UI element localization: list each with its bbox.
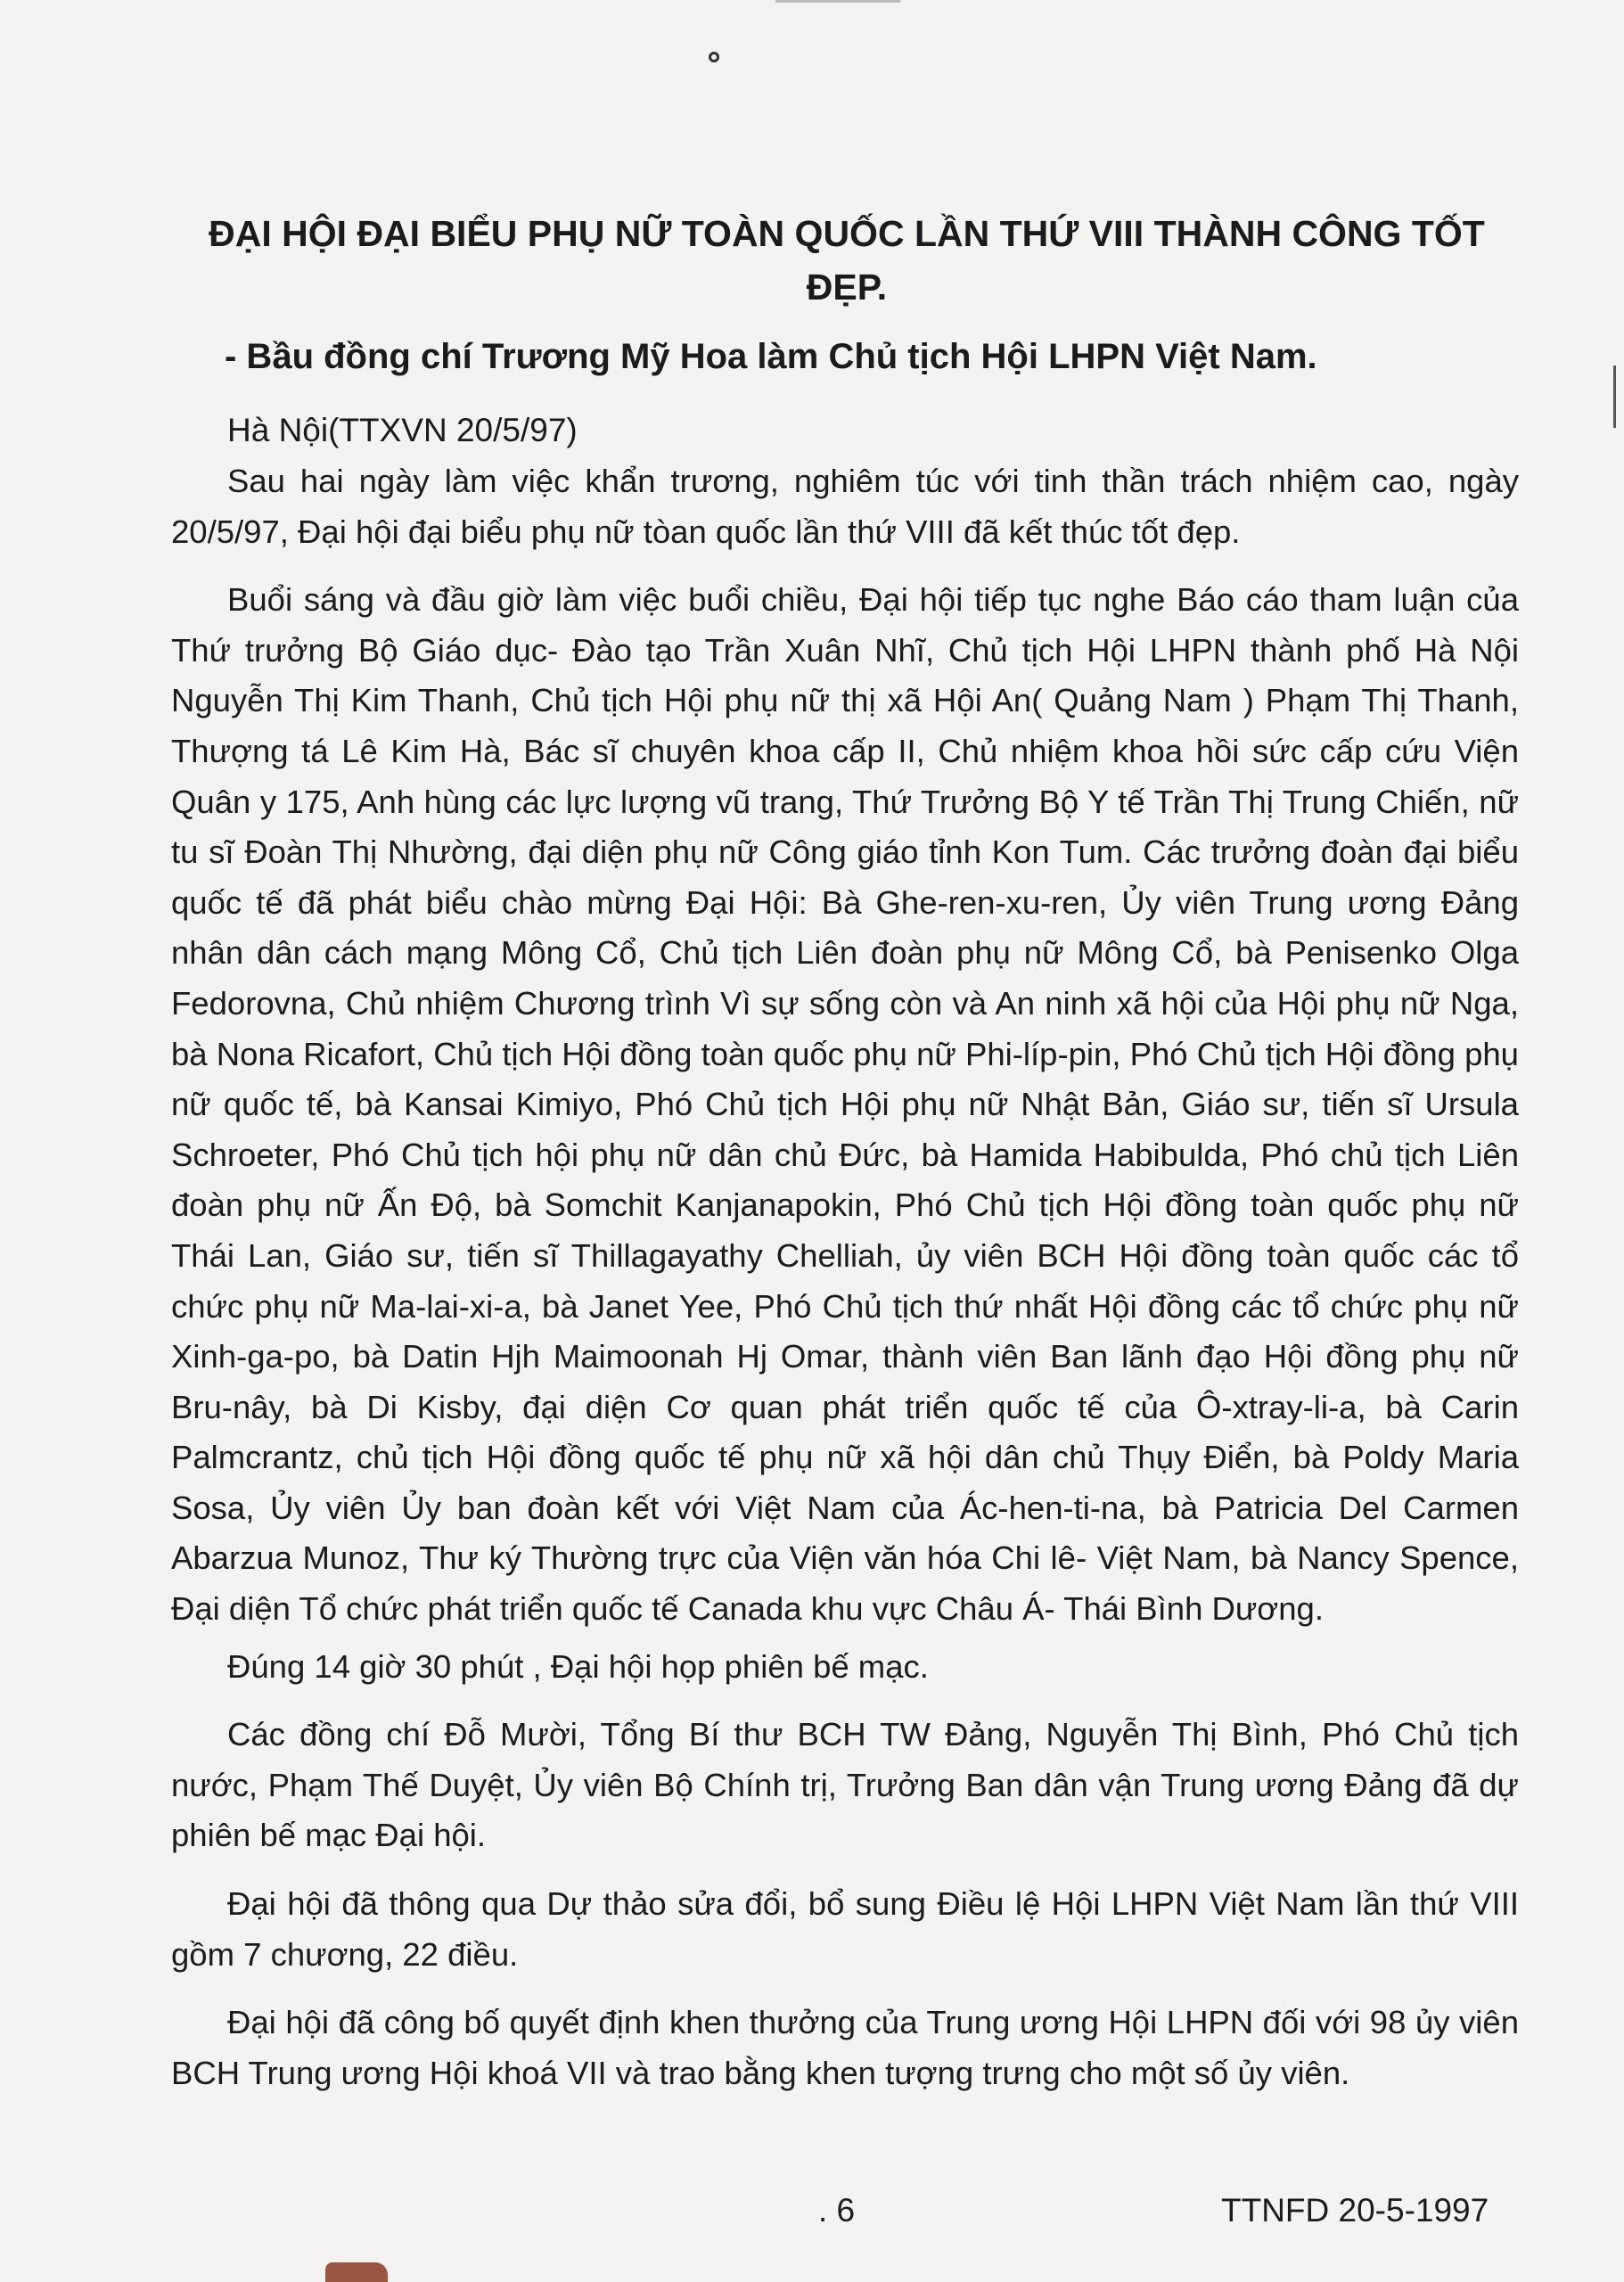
punch-hole-mark [709, 52, 719, 62]
page-number: . 6 [818, 2192, 856, 2229]
scan-edge-mark [1613, 365, 1616, 428]
paragraph: Buổi sáng và đầu giờ làm việc buổi chiều, Đại hội tiếp tục nghe Báo cáo tham luận của Thứ trưởng Bộ Giáo dục- Đào tạo Trần Xuân Nhĩ, Chủ tịch Hội LHPN thành phố Hà Nội Nguyễn Thị Kim Thanh, Chủ tịch Hội phụ nữ thị xã Hội An( Quảng Nam ) Phạm Thị Thanh, Thượng tá Lê Kim Hà, Bác sĩ chuyên khoa cấp II, Chủ nhiệm khoa hồi sức cấp cứu Viện Quân y 175, Anh hùng các lực lượng vũ trang, Thứ Trưởng Bộ Y tế Trần Thị Trung Chiến, nữ tu sĩ Đoàn Thị Nhường, đại diện phụ nữ Công giáo tỉnh Kon Tum. Các trưởng đoàn đại biểu quốc tế đã phát biểu chào mừng Đại Hội: Bà Ghe-ren-xu-ren, Ủy viên Trung ương Đảng nhân dân cách mạng Mông Cổ, Chủ tịch Liên đoàn phụ nữ Mông Cổ, bà Penisenko Olga Fedorovna, Chủ nhiệm Chương trình Vì sự sống còn và An ninh xã hội của Hội phụ nữ Nga, bà Nona Ricafort, Chủ tịch Hội đồng toàn quốc phụ nữ Phi-líp-pin, Phó Chủ tịch Hội đồng phụ nữ quốc tế, bà Kansai Kimiyo, Phó Chủ tịch Hội phụ nữ Nhật Bản, Giáo sư, tiến sĩ Ursula Schroeter, Phó Chủ tịch hội phụ nữ dân chủ Đức, bà Hamida Habibulda, Phó chủ tịch Liên đoàn phụ nữ Ấn Độ, bà Somchit Kanjanapokin, Phó Chủ tịch Hội đồng toàn quốc phụ nữ Thái Lan, Giáo sư, tiến sĩ Thillagayathy Chelliah, ủy viên BCH Hội đồng toàn quốc các tổ chức phụ nữ Ma-lai-xi-a, bà Janet Yee, Phó Chủ tịch thứ nhất Hội đồng các tổ chức phụ nữ Xinh-ga-po, bà Datin Hjh Maimoonah Hj Omar, thành viên Ban lãnh đạo Hội đồng phụ nữ Bru-nây, bà Di Kisby, đại diện Cơ quan phát triển quốc tế của Ô-xtray-li-a, bà Carin Palmcrantz, chủ tịch Hội đồng quốc tế phụ nữ xã hội dân chủ Thụy Điển, bà Poldy Maria Sosa, Ủy viên Ủy ban đoàn kết với Việt Nam của Ác-hen-ti-na, bà Patricia Del Carmen Abarzua Munoz, Thư ký Thường trực của Viện văn hóa Chi lê- Việt Nam, bà Nancy Spence, Đại diện Tổ chức phát triển quốc tế Canada khu vực Châu Á- Thái Bình Dương. [171, 581, 1519, 1628]
paragraph: Sau hai ngày làm việc khẩn trương, nghiêm túc với tinh thần trách nhiệm cao, ngày 20/5/97, Đại hội đại biểu phụ nữ tòan quốc lần thứ VIII đã kết thúc tốt đẹp. [171, 463, 1519, 550]
document-subtitle: - Bầu đồng chí Trương Mỹ Hoa làm Chủ tịch Hội LHPN Việt Nam. [225, 337, 1317, 376]
paragraph: Đúng 14 giờ 30 phút , Đại hội họp phiên bế mạc. [227, 1647, 929, 1685]
scan-edge-line [775, 0, 900, 3]
paragraph: Các đồng chí Đỗ Mười, Tổng Bí thư BCH TW Đảng, Nguyễn Thị Bình, Phó Chủ tịch nước, Phạm Thế Duyệt, Ủy viên Bộ Chính trị, Trưởng Ban dân vận Trung ương Đảng đã dự phiên bế mạc Đại hội. [171, 1716, 1519, 1854]
document-title: ĐẠI HỘI ĐẠI BIỂU PHỤ NỮ TOÀN QUỐC LẦN THỨ VIII THÀNH CÔNG TỐT ĐẸP. [209, 213, 1485, 308]
paragraph: Đại hội đã công bố quyết định khen thưởng của Trung ương Hội LHPN đối với 98 ủy viên BCH Trung ương Hội khoá VII và trao bằng khen tượng trưng cho một số ủy viên. [171, 2004, 1519, 2091]
paper-stain [325, 2262, 388, 2282]
paragraph: Đại hội đã thông qua Dự thảo sửa đổi, bổ sung Điều lệ Hội LHPN Việt Nam lần thứ VIII gồm 7 chương, 22 điều. [171, 1885, 1519, 1973]
article-body [171, 456, 1519, 2116]
document-reference: TTNFD 20-5-1997 [1221, 2192, 1489, 2229]
dateline: Hà Nội(TTXVN 20/5/97) [227, 412, 578, 448]
